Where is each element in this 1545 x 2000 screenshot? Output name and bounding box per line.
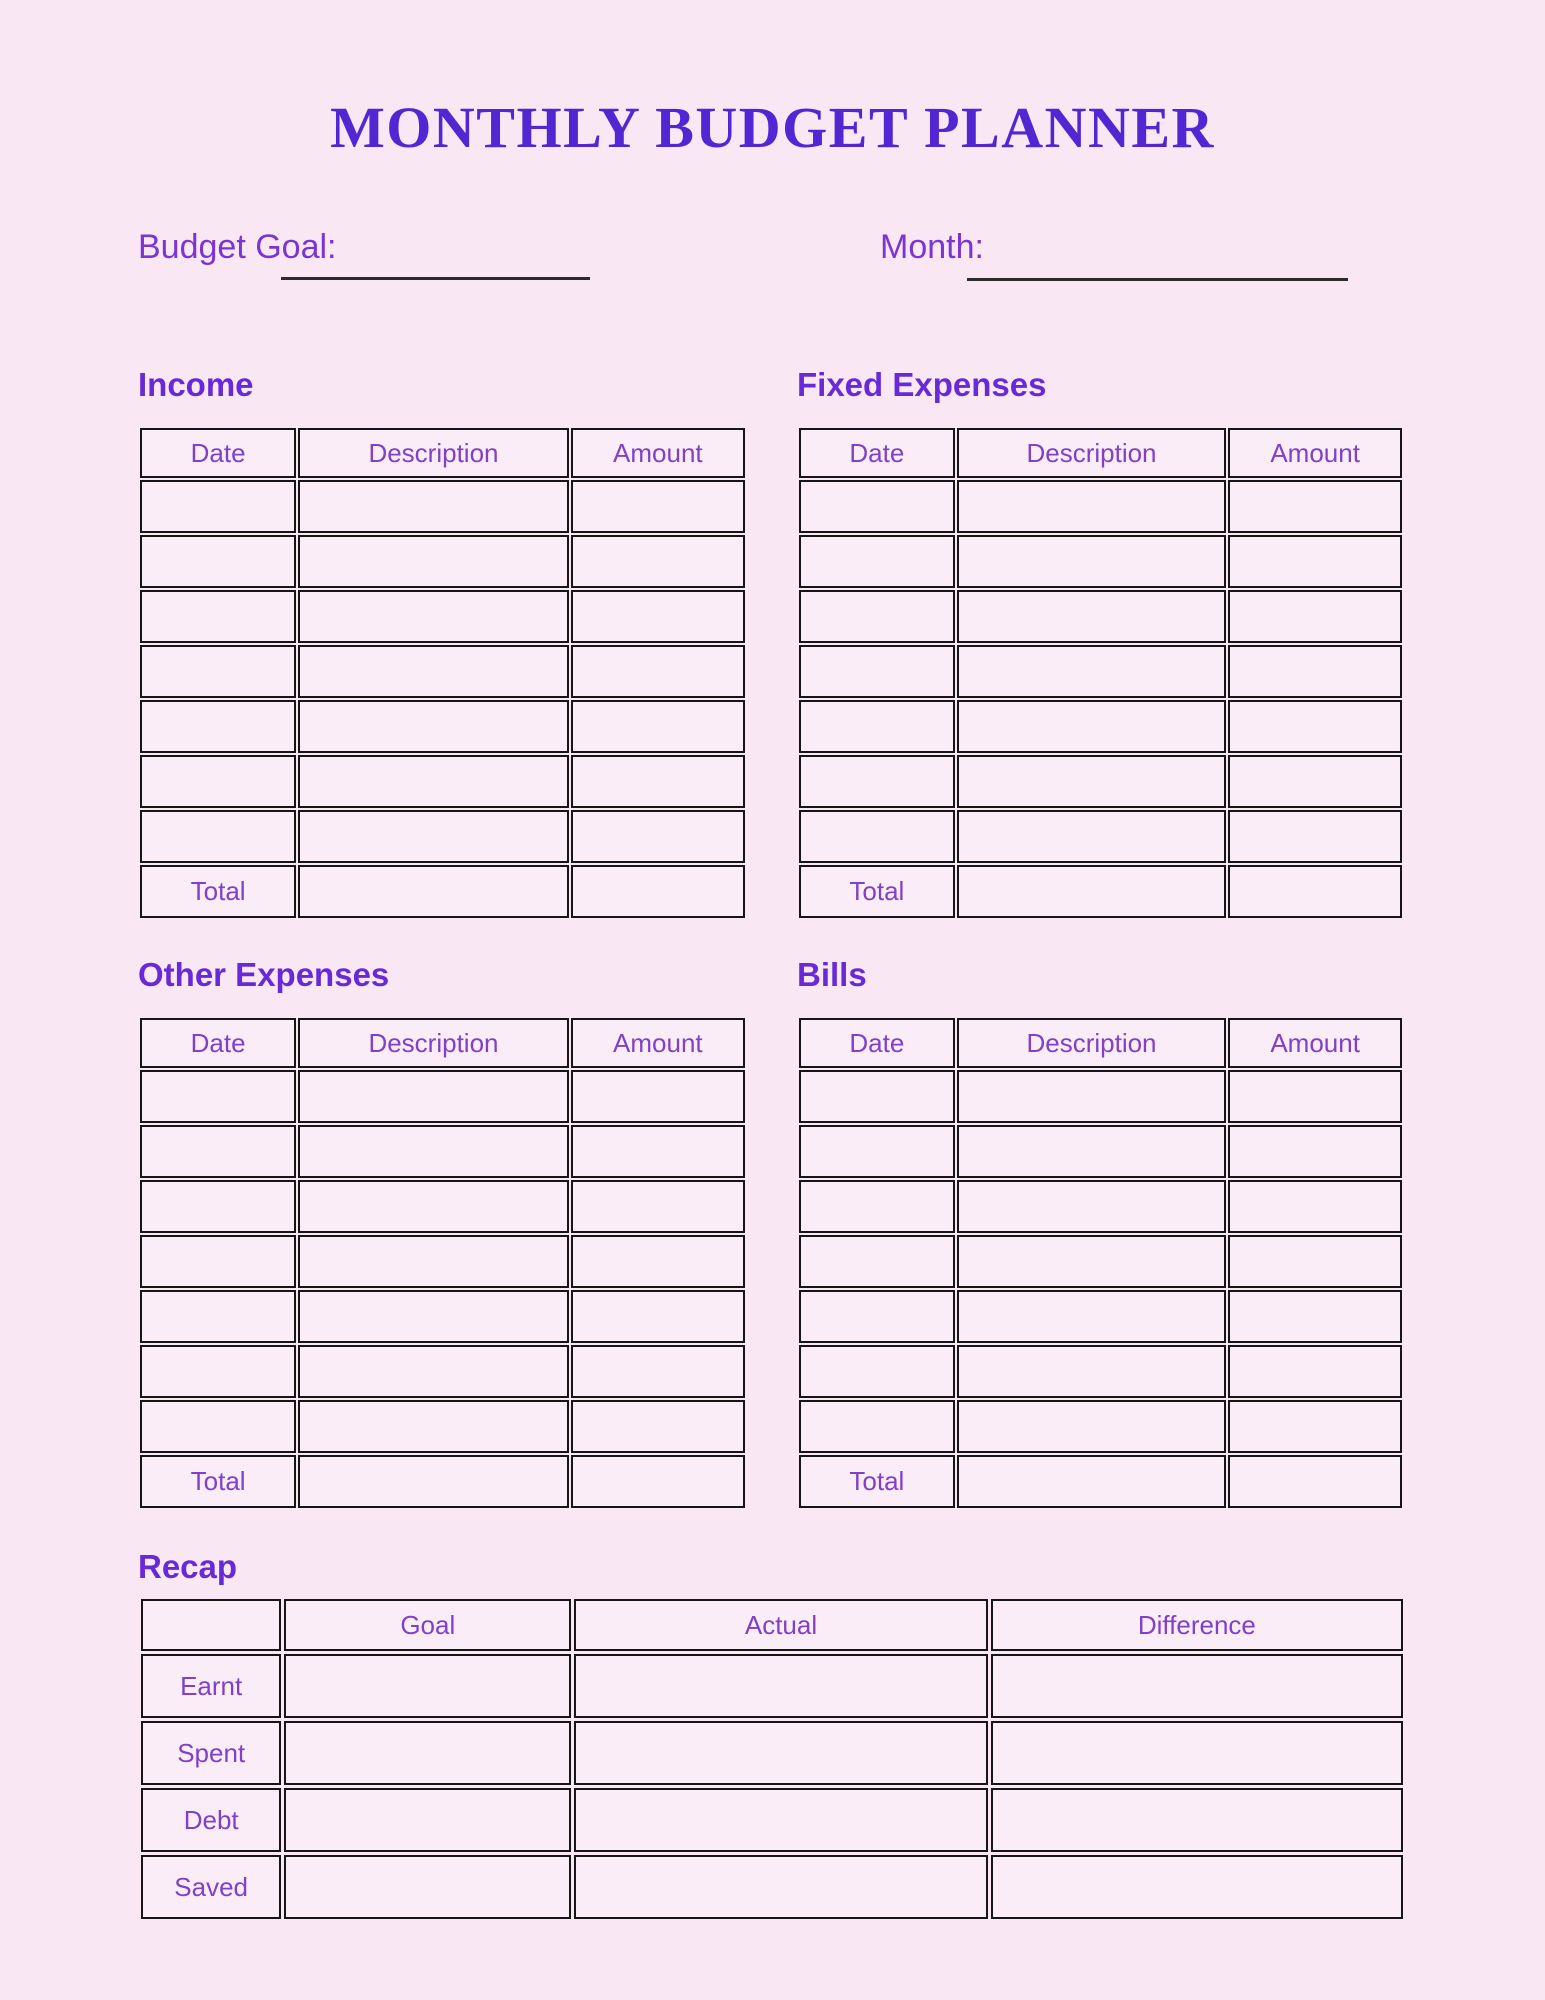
table-cell[interactable] xyxy=(1228,755,1402,808)
table-cell[interactable] xyxy=(957,810,1227,863)
table-row xyxy=(140,755,745,808)
total-amount-cell[interactable] xyxy=(571,865,745,918)
table-cell[interactable] xyxy=(799,1180,955,1233)
table-cell[interactable] xyxy=(571,810,745,863)
table-cell[interactable] xyxy=(1228,1180,1402,1233)
total-label: Total xyxy=(799,865,955,918)
table-row xyxy=(799,1235,1402,1288)
table-cell[interactable] xyxy=(140,1290,296,1343)
total-description-cell[interactable] xyxy=(298,1455,568,1508)
recap-row-debt xyxy=(141,1788,1403,1852)
table-cell[interactable] xyxy=(799,1290,955,1343)
table-cell[interactable] xyxy=(298,1400,568,1453)
table-cell[interactable] xyxy=(1228,1125,1402,1178)
table-row xyxy=(140,810,745,863)
table-cell[interactable] xyxy=(571,1290,745,1343)
other-expenses-heading: Other Expenses xyxy=(138,956,390,993)
column-header-amount: Amount xyxy=(1228,1018,1402,1068)
table-row xyxy=(140,700,745,753)
table-row xyxy=(799,1070,1402,1123)
fixed-expenses-heading: Fixed Expenses xyxy=(797,366,1047,403)
table-row xyxy=(140,1400,745,1453)
table-cell[interactable] xyxy=(957,755,1227,808)
table-cell[interactable] xyxy=(298,590,568,643)
table-cell[interactable] xyxy=(1228,1400,1402,1453)
table-cell[interactable] xyxy=(140,535,296,588)
table-cell[interactable] xyxy=(140,1400,296,1453)
row-label-debt: Debt xyxy=(141,1788,281,1852)
income-table xyxy=(138,426,747,920)
column-header-date: Date xyxy=(140,428,296,478)
table-header-row xyxy=(799,1018,1402,1068)
table-cell[interactable] xyxy=(574,1855,987,1919)
table-cell[interactable] xyxy=(140,480,296,533)
table-cell[interactable] xyxy=(140,1345,296,1398)
table-cell[interactable] xyxy=(571,645,745,698)
total-amount-cell[interactable] xyxy=(1228,865,1402,918)
total-row xyxy=(799,1455,1402,1508)
table-cell[interactable] xyxy=(571,535,745,588)
table-cell[interactable] xyxy=(991,1788,1403,1852)
total-label: Total xyxy=(799,1455,955,1508)
table-cell[interactable] xyxy=(1228,700,1402,753)
table-row xyxy=(140,480,745,533)
table-cell[interactable] xyxy=(799,645,955,698)
table-cell[interactable] xyxy=(957,480,1227,533)
table-cell[interactable] xyxy=(140,645,296,698)
table-cell[interactable] xyxy=(298,645,568,698)
table-cell[interactable] xyxy=(571,480,745,533)
table-cell[interactable] xyxy=(574,1721,987,1785)
table-cell[interactable] xyxy=(571,590,745,643)
table-row xyxy=(799,1125,1402,1178)
bills-heading: Bills xyxy=(797,956,867,993)
recap-row-saved xyxy=(141,1855,1403,1919)
total-amount-cell[interactable] xyxy=(571,1455,745,1508)
table-cell[interactable] xyxy=(1228,1070,1402,1123)
table-cell[interactable] xyxy=(284,1855,571,1919)
table-cell[interactable] xyxy=(298,755,568,808)
recap-corner-cell xyxy=(141,1599,281,1651)
table-row xyxy=(799,535,1402,588)
table-cell[interactable] xyxy=(957,1070,1227,1123)
table-cell[interactable] xyxy=(957,1290,1227,1343)
table-row xyxy=(799,1290,1402,1343)
month-label: Month: xyxy=(880,228,984,266)
recap-row-earnt xyxy=(141,1654,1403,1718)
table-cell[interactable] xyxy=(799,1070,955,1123)
table-cell[interactable] xyxy=(284,1721,571,1785)
table-cell[interactable] xyxy=(140,1180,296,1233)
recap-section xyxy=(138,1548,1406,1922)
table-cell[interactable] xyxy=(298,700,568,753)
column-header-goal: Goal xyxy=(284,1599,571,1651)
table-header-row xyxy=(140,1018,745,1068)
table-cell[interactable] xyxy=(298,1290,568,1343)
table-cell[interactable] xyxy=(571,1180,745,1233)
total-row xyxy=(140,865,745,918)
table-cell[interactable] xyxy=(799,1400,955,1453)
table-row xyxy=(140,535,745,588)
table-cell[interactable] xyxy=(574,1788,987,1852)
recap-heading: Recap xyxy=(138,1548,238,1585)
table-cell[interactable] xyxy=(1228,1345,1402,1398)
income-section xyxy=(138,366,747,920)
column-header-description: Description xyxy=(957,1018,1227,1068)
table-cell[interactable] xyxy=(298,535,568,588)
total-label: Total xyxy=(140,1455,296,1508)
column-header-description: Description xyxy=(957,428,1227,478)
table-cell[interactable] xyxy=(571,1400,745,1453)
table-cell[interactable] xyxy=(140,590,296,643)
column-header-amount: Amount xyxy=(571,428,745,478)
table-row xyxy=(140,1290,745,1343)
table-cell[interactable] xyxy=(571,700,745,753)
table-row xyxy=(799,480,1402,533)
table-cell[interactable] xyxy=(957,1400,1227,1453)
bills-table xyxy=(797,1016,1404,1510)
column-header-description: Description xyxy=(298,428,568,478)
table-cell[interactable] xyxy=(1228,1290,1402,1343)
table-cell[interactable] xyxy=(799,755,955,808)
column-header-description: Description xyxy=(298,1018,568,1068)
table-cell[interactable] xyxy=(574,1654,987,1718)
total-description-cell[interactable] xyxy=(957,1455,1227,1508)
table-row xyxy=(140,1125,745,1178)
table-header-row xyxy=(799,428,1402,478)
table-cell[interactable] xyxy=(957,645,1227,698)
total-row xyxy=(799,865,1402,918)
other-expenses-section xyxy=(138,956,747,1510)
total-amount-cell[interactable] xyxy=(1228,1455,1402,1508)
total-label: Total xyxy=(140,865,296,918)
bills-section xyxy=(797,956,1404,1510)
table-row xyxy=(140,590,745,643)
table-cell[interactable] xyxy=(799,480,955,533)
table-row xyxy=(799,645,1402,698)
row-label-earnt: Earnt xyxy=(141,1654,281,1718)
table-cell[interactable] xyxy=(298,1180,568,1233)
column-header-amount: Amount xyxy=(1228,428,1402,478)
total-row xyxy=(140,1455,745,1508)
table-cell[interactable] xyxy=(140,810,296,863)
table-cell[interactable] xyxy=(571,1070,745,1123)
table-row xyxy=(799,1345,1402,1398)
table-cell[interactable] xyxy=(284,1654,571,1718)
table-cell[interactable] xyxy=(957,1235,1227,1288)
fixed-expenses-table xyxy=(797,426,1404,920)
page-title: MONTHLY BUDGET PLANNER xyxy=(330,95,1215,160)
table-cell[interactable] xyxy=(571,1345,745,1398)
budget-goal-input-line[interactable] xyxy=(281,277,590,280)
table-row xyxy=(799,700,1402,753)
table-cell[interactable] xyxy=(991,1654,1403,1718)
table-cell[interactable] xyxy=(140,1235,296,1288)
table-row xyxy=(140,1180,745,1233)
table-cell[interactable] xyxy=(799,1345,955,1398)
budget-goal-label: Budget Goal: xyxy=(138,228,337,266)
table-cell[interactable] xyxy=(799,535,955,588)
income-heading: Income xyxy=(138,366,254,403)
table-row xyxy=(140,1235,745,1288)
table-cell[interactable] xyxy=(1228,535,1402,588)
column-header-amount: Amount xyxy=(571,1018,745,1068)
table-cell[interactable] xyxy=(1228,1235,1402,1288)
table-cell[interactable] xyxy=(298,1235,568,1288)
table-cell[interactable] xyxy=(991,1855,1403,1919)
table-cell[interactable] xyxy=(571,1235,745,1288)
table-cell[interactable] xyxy=(1228,810,1402,863)
table-cell[interactable] xyxy=(991,1721,1403,1785)
table-cell[interactable] xyxy=(957,1345,1227,1398)
table-cell[interactable] xyxy=(140,1125,296,1178)
table-cell[interactable] xyxy=(298,480,568,533)
table-cell[interactable] xyxy=(298,1125,568,1178)
table-cell[interactable] xyxy=(799,1125,955,1178)
column-header-date: Date xyxy=(799,1018,955,1068)
table-cell[interactable] xyxy=(571,1125,745,1178)
column-header-date: Date xyxy=(140,1018,296,1068)
table-cell[interactable] xyxy=(298,810,568,863)
table-cell[interactable] xyxy=(799,590,955,643)
table-cell[interactable] xyxy=(1228,645,1402,698)
table-row xyxy=(140,645,745,698)
table-row xyxy=(799,1400,1402,1453)
table-cell[interactable] xyxy=(957,1180,1227,1233)
other-expenses-table xyxy=(138,1016,747,1510)
table-cell[interactable] xyxy=(284,1788,571,1852)
table-cell[interactable] xyxy=(571,755,745,808)
column-header-date: Date xyxy=(799,428,955,478)
table-cell[interactable] xyxy=(298,1070,568,1123)
table-row xyxy=(799,1180,1402,1233)
recap-header-row xyxy=(141,1599,1403,1651)
recap-row-spent xyxy=(141,1721,1403,1785)
table-row xyxy=(799,755,1402,808)
table-cell[interactable] xyxy=(1228,590,1402,643)
table-cell[interactable] xyxy=(957,535,1227,588)
table-cell[interactable] xyxy=(140,1070,296,1123)
table-cell[interactable] xyxy=(799,810,955,863)
row-label-saved: Saved xyxy=(141,1855,281,1919)
table-row xyxy=(140,1345,745,1398)
total-description-cell[interactable] xyxy=(957,865,1227,918)
total-description-cell[interactable] xyxy=(298,865,568,918)
fixed-expenses-section xyxy=(797,366,1404,920)
table-cell[interactable] xyxy=(957,1125,1227,1178)
table-cell[interactable] xyxy=(1228,480,1402,533)
recap-table xyxy=(138,1596,1406,1922)
table-row xyxy=(140,1070,745,1123)
table-cell[interactable] xyxy=(799,700,955,753)
table-cell[interactable] xyxy=(140,700,296,753)
table-cell[interactable] xyxy=(799,1235,955,1288)
column-header-difference: Difference xyxy=(991,1599,1403,1651)
row-label-spent: Spent xyxy=(141,1721,281,1785)
month-input-line[interactable] xyxy=(967,278,1348,281)
column-header-actual: Actual xyxy=(574,1599,987,1651)
table-cell[interactable] xyxy=(298,1345,568,1398)
table-row xyxy=(799,810,1402,863)
table-cell[interactable] xyxy=(140,755,296,808)
table-cell[interactable] xyxy=(957,700,1227,753)
table-row xyxy=(799,590,1402,643)
table-header-row xyxy=(140,428,745,478)
table-cell[interactable] xyxy=(957,590,1227,643)
